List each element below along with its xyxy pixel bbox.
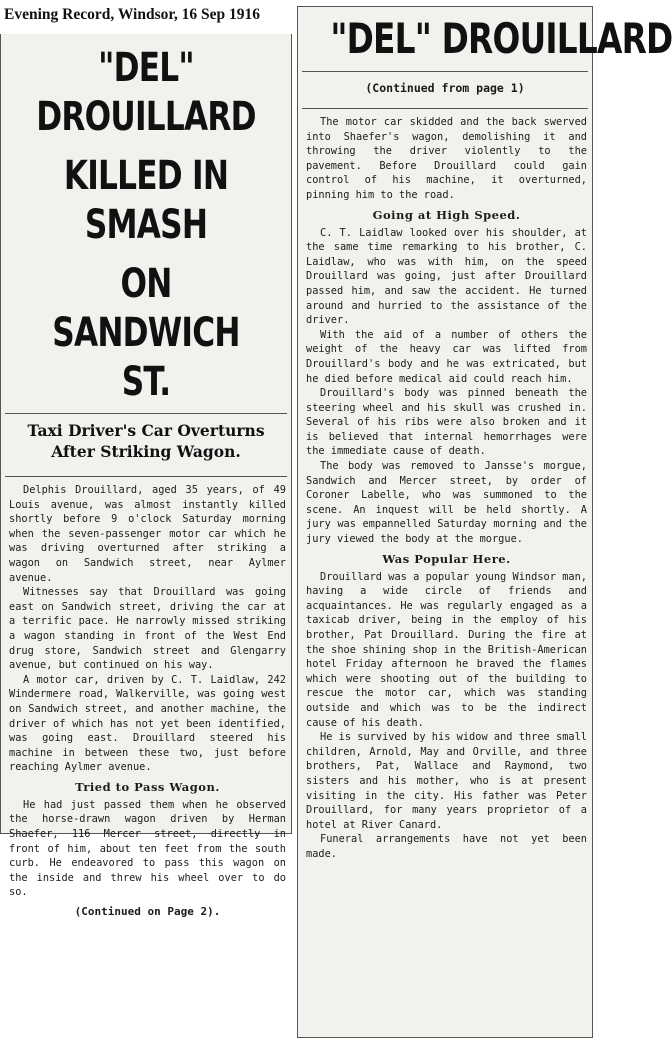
subheading: Going at High Speed.: [372, 207, 521, 222]
paragraph: Drouillard's body was pinned beneath the steering wheel and his skull was crushed in. Several of his ribs were also broken and it is believed that internal hemorrhages were the immediate cause of death.: [306, 387, 587, 458]
divider: [302, 71, 588, 72]
article-body-left: [9, 483, 286, 920]
paragraph: The motor car skidded and the back swerved into Shaefer's wagon, demolishing it and throwing the driver violently to the pavement. Before Drouillard could gain control of his machine, it overturned, pinning him to the road.: [306, 116, 587, 201]
article-body-right: [306, 115, 587, 862]
paragraph: The body was removed to Jansse's morgue, Sandwich and Mercer street, by order of Coroner Labelle, who was summoned to the scene. An inquest will be held shortly. A jury was empannelled Saturday morning and the jury viewed the body at the morgue.: [306, 460, 587, 546]
paragraph: Delphis Drouillard, aged 35 years, of 49 Louis avenue, was almost instantly killed shortly before 9 o'clock Saturday morning when the seven-passenger motor car which he was driving overturned after striking a wagon on Sandwich street, near Aylmer avenue.: [9, 484, 286, 584]
headline-line: "DEL" DROUILLARD: [36, 45, 256, 140]
paragraph: Funeral arrangements have not yet been made.: [306, 833, 587, 860]
subheading: Was Popular Here.: [382, 551, 511, 566]
divider: [302, 108, 588, 109]
source-caption: Evening Record, Windsor, 16 Sep 1916: [4, 6, 260, 23]
paragraph: Drouillard was a popular young Windsor man, having a wide circle of friends and acquaintances. He was regularly engaged as a taxicab driver, being in the employ of his brother, Pat Drouillard. During the fire at the shoe shining shop in the British-American hotel Friday afternoon he braved the flames which were shooting out of the building to rescue the motor car, which was standing outside and which was to be the indirect cause of his death.: [306, 570, 587, 729]
divider: [5, 476, 287, 477]
deck-line: Taxi Driver's Car Overturns: [27, 421, 265, 440]
divider: [5, 413, 287, 414]
paragraph: With the aid of a number of others the weight of the heavy car was lifted from Drouillard's body and he was extricated, but he died before medical aid could reach him.: [306, 328, 587, 385]
paragraph: He had just passed them when he observed the horse-drawn wagon driven by Herman Shaefer, 116 Mercer street, directly in front of him, about ten feet from the south curb. He endeavored to pass this wagon on the inside and threw his wheel over to do so.: [9, 798, 286, 899]
subheading: Tried to Pass Wagon.: [75, 779, 220, 794]
paragraph: C. T. Laidlaw looked over his shoulder, at the same time remarking to his brother, C. Laidlaw, who was with him, on the speed Drouillard was going, just after Drouillard passed him, and saw the accident. He turned around and hurried to the assistance of the driver.: [306, 226, 587, 327]
article-headline: [1, 44, 291, 407]
article-clipping-right: [297, 6, 672, 1038]
deck-line: After Striking Wagon.: [51, 442, 241, 461]
article-clipping-left: [0, 34, 292, 919]
paragraph: A motor car, driven by C. T. Laidlaw, 242 Windermere road, Walkerville, was going west on Sandwich street, and another machine, the driver of which has not yet been identified, was going east. Drouillard steered his machine in between these two, just before reaching Aylmer avenue.: [9, 673, 286, 774]
article-deck: [7, 420, 285, 462]
paragraph: Witnesses say that Drouillard was going east on Sandwich street, driving the car at a terrific pace. He narrowly missed striking a wagon standing in front of the West End drug store, Sandwich street and Glengarry avenue, but continued on his way.: [9, 586, 286, 672]
headline-line: ON SANDWICH ST.: [52, 261, 240, 405]
continued-from-note: (Continued from page 1): [365, 81, 525, 95]
paragraph: He is survived by his widow and three small children, Arnold, May and Orville, and three brothers, Pat, Wallace and Raymond, two sisters and his mother, who is at present visiting in the city. His father was Peter Drouillard, for many years proprietor of a hotel at River Canard.: [306, 731, 587, 831]
headline-line: KILLED IN SMASH: [63, 153, 229, 248]
continued-note: (Continued on Page 2).: [74, 905, 221, 919]
continuation-headline: "DEL" DROUILLARD: [330, 14, 672, 63]
